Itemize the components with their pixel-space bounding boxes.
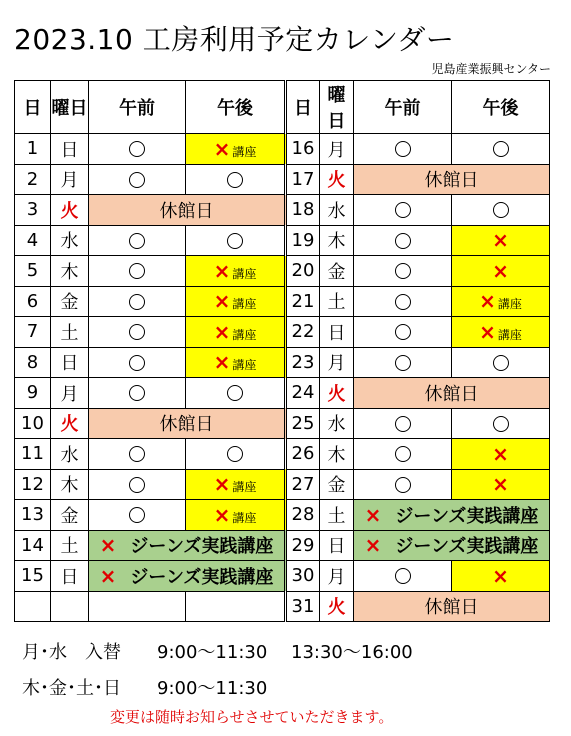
available-circle-icon [493, 141, 509, 157]
lecture-label: 講座 [497, 297, 522, 312]
lecture-label: 講座 [497, 327, 522, 342]
weekday: 日 [320, 530, 354, 561]
lecture-cell [186, 134, 286, 165]
closed-cell: 休館日 [89, 195, 286, 226]
unavailable-cell [452, 439, 550, 470]
day-number: 2 [15, 164, 51, 195]
calendar-row [15, 469, 550, 500]
available-circle-icon [395, 294, 411, 310]
unavailable-x-icon: × [492, 228, 509, 253]
unavailable-x-icon: × [364, 533, 382, 558]
weekday: 火 [320, 591, 354, 622]
available-cell [354, 439, 452, 470]
weekday: 土 [320, 286, 354, 317]
lecture-cell [186, 347, 286, 378]
unavailable-x-icon: × [213, 319, 231, 344]
available-cell [89, 469, 186, 500]
day-number: 18 [286, 195, 320, 226]
available-circle-icon [395, 477, 411, 493]
unavailable-cell [452, 256, 550, 287]
unavailable-x-icon: × [213, 136, 231, 161]
available-circle-icon [129, 446, 145, 462]
day-number: 17 [286, 164, 320, 195]
weekday: 金 [51, 286, 89, 317]
day-number: 11 [15, 439, 51, 470]
available-circle-icon [129, 233, 145, 249]
unavailable-x-icon: × [213, 472, 231, 497]
available-circle-icon [395, 355, 411, 371]
available-cell [186, 378, 286, 409]
calendar-row [15, 439, 550, 470]
calendar-row [15, 378, 550, 409]
day-number: 13 [15, 500, 51, 531]
lecture-label: 講座 [232, 144, 257, 159]
calendar-row [15, 195, 550, 226]
weekday: 日 [51, 347, 89, 378]
jeans-course-label: ジーンズ実践講座 [130, 536, 274, 558]
available-cell [186, 225, 286, 256]
available-cell [452, 408, 550, 439]
weekday: 火 [51, 408, 89, 439]
day-number: 31 [286, 591, 320, 622]
day-number: 9 [15, 378, 51, 409]
header-am: 午前 [89, 81, 186, 134]
lecture-cell [452, 317, 550, 348]
calendar-table [14, 80, 550, 622]
weekday: 月 [51, 164, 89, 195]
available-cell [354, 408, 452, 439]
unavailable-x-icon: × [492, 472, 509, 497]
lecture-cell [186, 286, 286, 317]
lecture-cell [186, 469, 286, 500]
day-number: 29 [286, 530, 320, 561]
unavailable-cell [452, 225, 550, 256]
jeans-course-cell [354, 530, 550, 561]
available-circle-icon [129, 263, 145, 279]
lecture-label: 講座 [232, 266, 257, 281]
header-weekday: 曜日 [320, 81, 354, 134]
footer-schedule-2: 木･金･土･日 9:00～11:30 [22, 678, 268, 699]
unavailable-x-icon: × [479, 319, 496, 344]
header-day: 日 [15, 81, 51, 134]
weekday: 月 [51, 378, 89, 409]
unavailable-x-icon: × [492, 258, 509, 283]
day-number: 10 [15, 408, 51, 439]
day-number: 28 [286, 500, 320, 531]
available-circle-icon [227, 446, 243, 462]
available-cell [89, 134, 186, 165]
available-cell [354, 225, 452, 256]
closed-cell: 休館日 [89, 408, 286, 439]
available-cell [354, 134, 452, 165]
day-number: 12 [15, 469, 51, 500]
available-cell [89, 500, 186, 531]
unavailable-x-icon: × [492, 563, 509, 588]
day-number: 4 [15, 225, 51, 256]
weekday: 日 [320, 317, 354, 348]
available-cell [89, 164, 186, 195]
footer-schedule-1: 月･水 入替 9:00～11:30 13:30～16:00 [22, 642, 413, 663]
jeans-course-cell [354, 500, 550, 531]
available-circle-icon [395, 233, 411, 249]
available-cell [354, 286, 452, 317]
lecture-label: 講座 [232, 510, 257, 525]
lecture-label: 講座 [232, 358, 257, 373]
day-number: 8 [15, 347, 51, 378]
closed-cell: 休館日 [354, 591, 550, 622]
calendar-row [15, 134, 550, 165]
day-number: 21 [286, 286, 320, 317]
available-circle-icon [395, 568, 411, 584]
available-cell [354, 317, 452, 348]
lecture-cell [186, 317, 286, 348]
available-cell [452, 134, 550, 165]
available-cell [354, 561, 452, 592]
available-circle-icon [395, 446, 411, 462]
available-circle-icon [395, 263, 411, 279]
weekday: 土 [51, 530, 89, 561]
jeans-course-label: ジーンズ実践講座 [395, 536, 539, 558]
available-circle-icon [129, 507, 145, 523]
available-cell [89, 347, 186, 378]
lecture-cell [452, 286, 550, 317]
jeans-course-cell [89, 530, 286, 561]
available-circle-icon [227, 172, 243, 188]
day-number: 14 [15, 530, 51, 561]
available-cell [89, 286, 186, 317]
weekday: 火 [51, 195, 89, 226]
day-number: 25 [286, 408, 320, 439]
available-cell [89, 317, 186, 348]
unavailable-x-icon: × [479, 289, 496, 314]
lecture-cell [186, 500, 286, 531]
organization-name: 児島産業振興センター [431, 62, 551, 76]
day-number: 24 [286, 378, 320, 409]
available-cell [452, 347, 550, 378]
day-number: 26 [286, 439, 320, 470]
calendar-row [15, 500, 550, 531]
weekday: 土 [51, 317, 89, 348]
available-circle-icon [395, 416, 411, 432]
header-weekday: 曜日 [51, 81, 89, 134]
weekday: 木 [51, 256, 89, 287]
available-circle-icon [129, 385, 145, 401]
day-number: 1 [15, 134, 51, 165]
calendar-row [15, 317, 550, 348]
weekday: 木 [51, 469, 89, 500]
unavailable-cell [452, 561, 550, 592]
available-circle-icon [129, 355, 145, 371]
weekday: 土 [320, 500, 354, 531]
calendar-row [15, 530, 550, 561]
weekday: 日 [51, 561, 89, 592]
available-cell [354, 469, 452, 500]
lecture-label: 講座 [232, 480, 257, 495]
day-number: 22 [286, 317, 320, 348]
available-cell [452, 195, 550, 226]
unavailable-x-icon: × [213, 350, 231, 375]
day-number: 27 [286, 469, 320, 500]
day-number: 23 [286, 347, 320, 378]
available-cell [89, 256, 186, 287]
unavailable-x-icon: × [99, 533, 117, 558]
weekday: 月 [320, 561, 354, 592]
calendar-row [15, 408, 550, 439]
calendar-row [15, 256, 550, 287]
jeans-course-label: ジーンズ実践講座 [130, 566, 274, 588]
available-circle-icon [493, 202, 509, 218]
unavailable-x-icon: × [213, 502, 231, 527]
day-number: 16 [286, 134, 320, 165]
available-circle-icon [227, 233, 243, 249]
calendar-row [15, 347, 550, 378]
jeans-course-cell [89, 561, 286, 592]
header-pm: 午後 [186, 81, 286, 134]
weekday: 月 [320, 347, 354, 378]
weekday: 水 [320, 195, 354, 226]
calendar-row [15, 591, 550, 622]
weekday: 木 [320, 439, 354, 470]
unavailable-cell [452, 469, 550, 500]
day-number: 6 [15, 286, 51, 317]
day-number: 7 [15, 317, 51, 348]
calendar-row [15, 286, 550, 317]
header-row [15, 81, 550, 134]
weekday: 金 [51, 500, 89, 531]
weekday: 火 [320, 164, 354, 195]
weekday: 水 [320, 408, 354, 439]
unavailable-x-icon: × [492, 441, 509, 466]
weekday: 木 [320, 225, 354, 256]
page-title: 2023.10 工房利用予定カレンダー [14, 23, 455, 56]
available-cell [89, 439, 186, 470]
closed-cell: 休館日 [354, 378, 550, 409]
available-cell [186, 164, 286, 195]
lecture-label: 講座 [232, 297, 257, 312]
available-circle-icon [395, 324, 411, 340]
calendar-row [15, 225, 550, 256]
weekday: 水 [51, 225, 89, 256]
available-cell [186, 439, 286, 470]
weekday: 金 [320, 469, 354, 500]
available-circle-icon [129, 172, 145, 188]
available-circle-icon [227, 385, 243, 401]
available-cell [354, 256, 452, 287]
calendar-row [15, 561, 550, 592]
weekday: 月 [320, 134, 354, 165]
day-number: 3 [15, 195, 51, 226]
header-pm: 午後 [452, 81, 550, 134]
lecture-cell [186, 256, 286, 287]
closed-cell: 休館日 [354, 164, 550, 195]
available-circle-icon [129, 477, 145, 493]
unavailable-x-icon: × [213, 258, 231, 283]
available-circle-icon [129, 294, 145, 310]
day-number: 15 [15, 561, 51, 592]
day-number: 30 [286, 561, 320, 592]
footer-note: 変更は随時お知らせさせていただきます。 [110, 708, 394, 726]
weekday: 水 [51, 439, 89, 470]
day-number: 20 [286, 256, 320, 287]
lecture-label: 講座 [232, 327, 257, 342]
available-cell [354, 347, 452, 378]
header-am: 午前 [354, 81, 452, 134]
available-circle-icon [493, 416, 509, 432]
day-number: 5 [15, 256, 51, 287]
unavailable-x-icon: × [99, 563, 117, 588]
weekday: 火 [320, 378, 354, 409]
unavailable-x-icon: × [213, 289, 231, 314]
unavailable-x-icon: × [364, 502, 382, 527]
header-day: 日 [286, 81, 320, 134]
jeans-course-label: ジーンズ実践講座 [395, 505, 539, 527]
day-number: 19 [286, 225, 320, 256]
available-cell [89, 378, 186, 409]
available-circle-icon [493, 355, 509, 371]
available-circle-icon [395, 141, 411, 157]
calendar-row [15, 164, 550, 195]
available-circle-icon [395, 202, 411, 218]
weekday: 日 [51, 134, 89, 165]
available-cell [89, 225, 186, 256]
weekday: 金 [320, 256, 354, 287]
available-circle-icon [129, 141, 145, 157]
available-circle-icon [129, 324, 145, 340]
available-cell [354, 195, 452, 226]
